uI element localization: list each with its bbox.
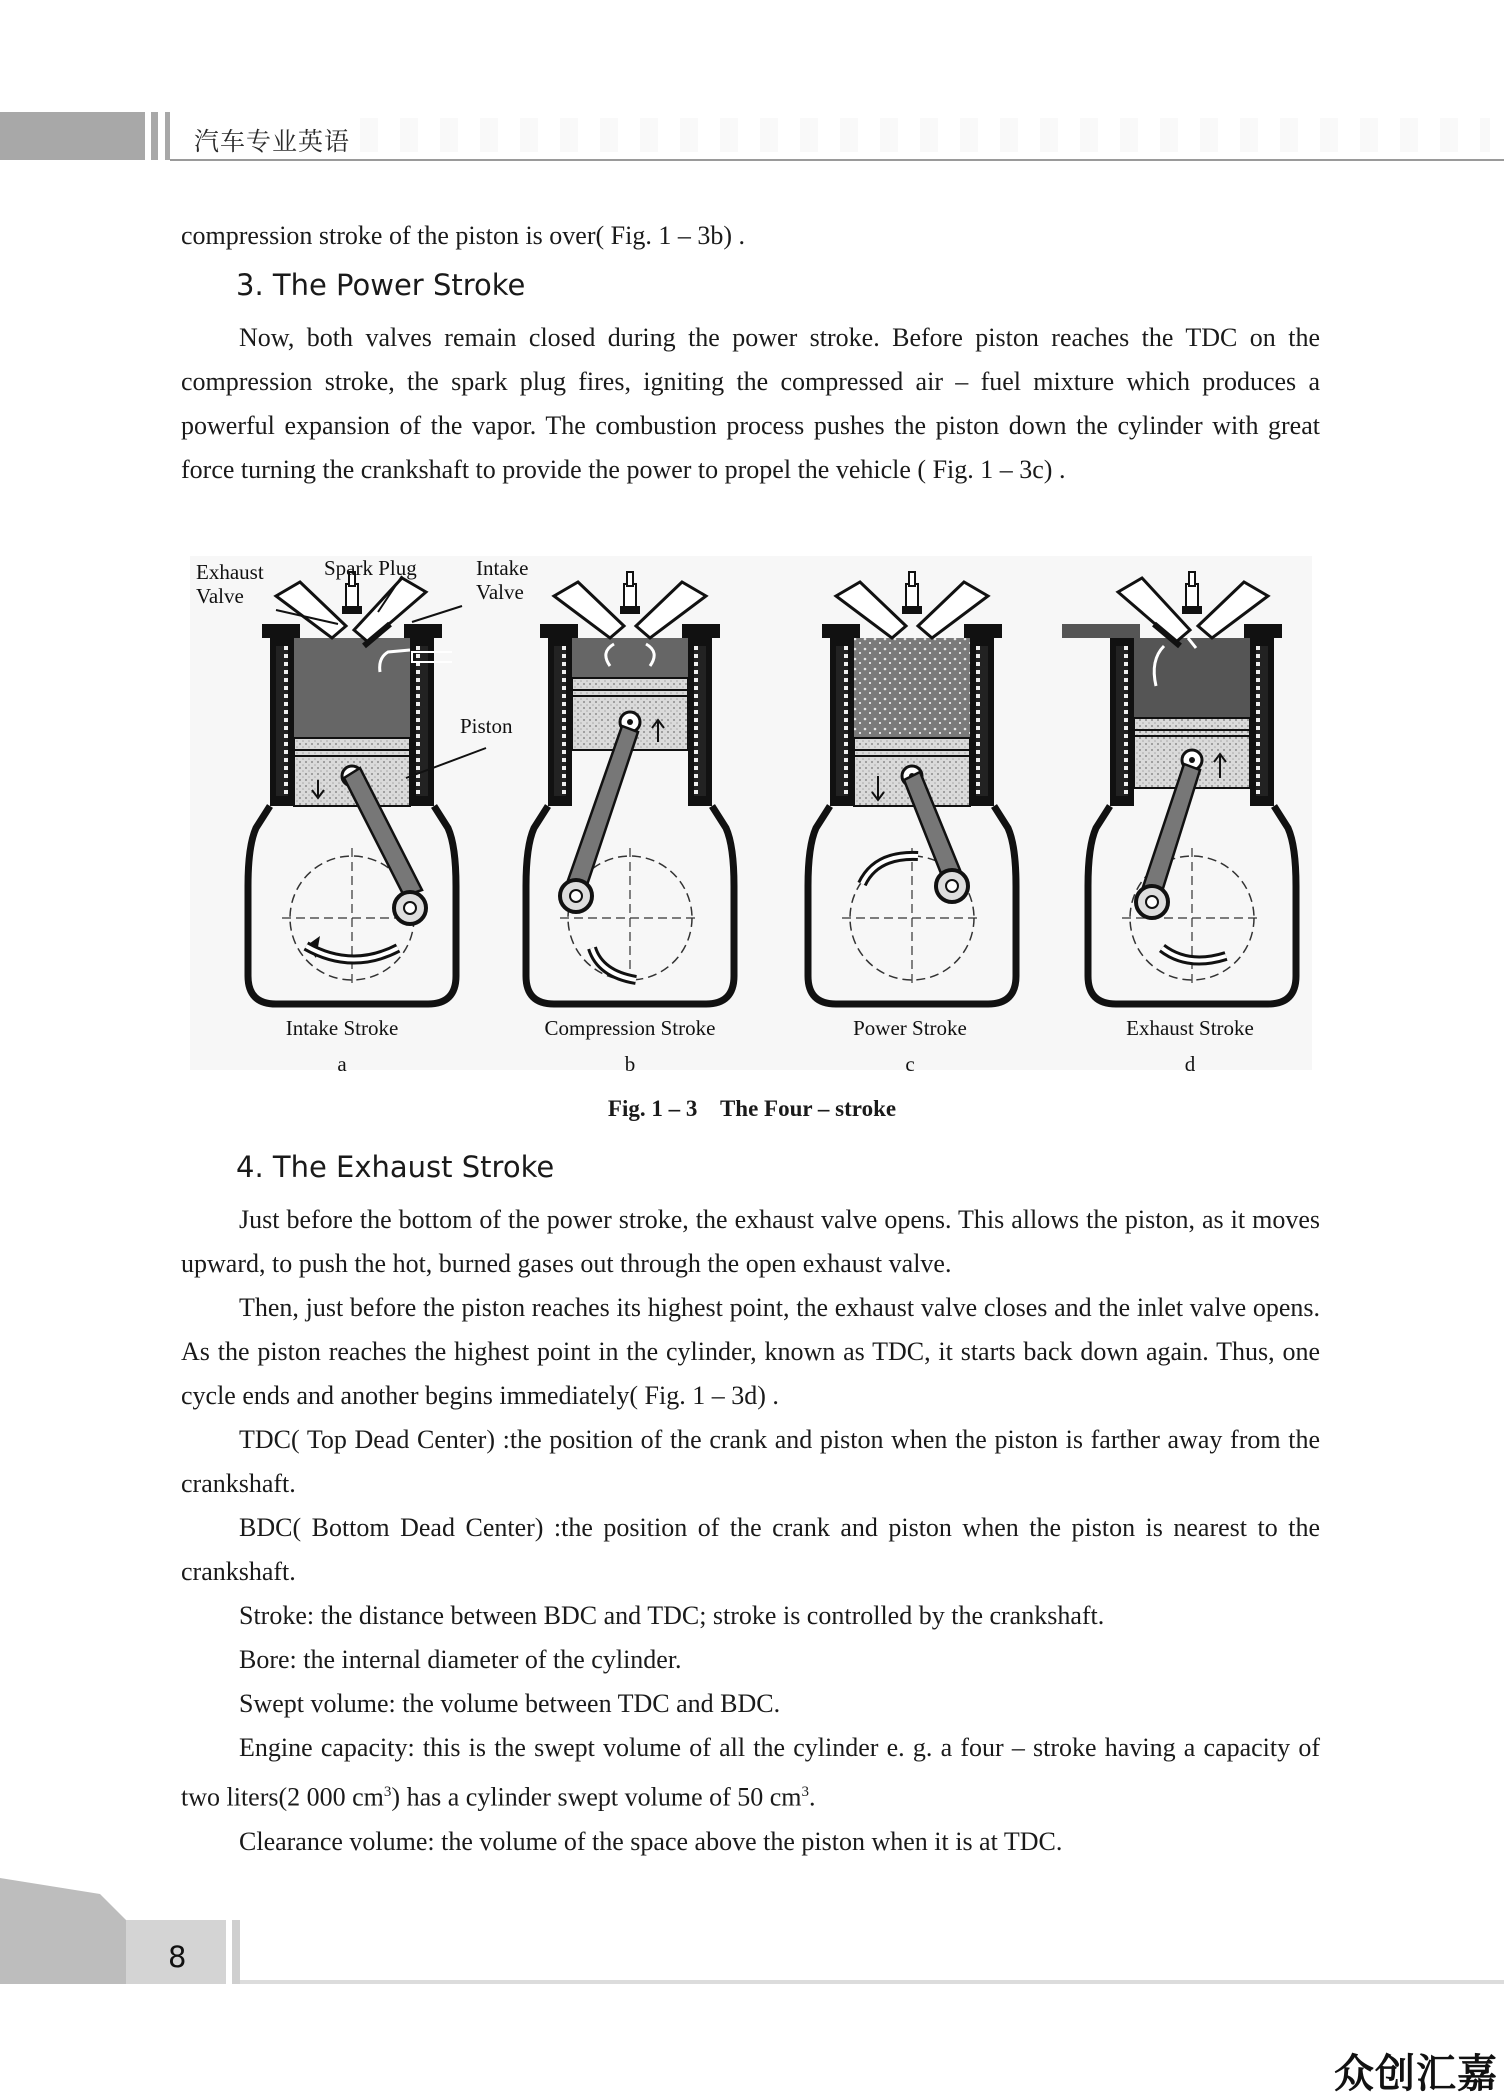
definition-bore: Bore: the internal diameter of the cylinder. — [239, 1645, 682, 1674]
panel-letter: b — [624, 1052, 636, 1076]
continued-line — [181, 214, 1320, 258]
engine-panel-intake — [248, 572, 456, 1004]
exhaust-stroke-text — [181, 1198, 1320, 1864]
paragraph: Just before the bottom of the power stroke, the exhaust valve opens. This allows the piston, as it moves upward, to push the hot, burned gases out through the open exhaust valve. — [181, 1205, 1320, 1278]
capacity-text: ) has a cylinder swept volume of 50 cm — [391, 1782, 802, 1812]
four-stroke-figure — [190, 556, 1312, 1076]
capacity-text: Engine capacity: this is the swept volume of all the cylinder e. g. a four – stroke having a capacity of two liters(2 000 cm — [181, 1733, 1320, 1812]
engine-panel-compression — [526, 572, 734, 1004]
superscript: 3 — [801, 1784, 810, 1800]
definition-stroke: Stroke: the distance between BDC and TDC; stroke is controlled by the crankshaft. — [239, 1601, 1105, 1630]
footer-decoration — [0, 1870, 1504, 2000]
paragraph: Then, just before the piston reaches its highest point, the exhaust valve closes and the inlet valve opens. As the piston reaches the highest point in the cylinder, known as TDC, it starts back down again. Thus, one cycle ends and another begins immediately( Fig. 1 – 3d) . — [181, 1293, 1320, 1410]
book-title: 汽车专业英语 — [194, 127, 351, 156]
definition-clearance-volume: Clearance volume: the volume of the space above the piston when it is at TDC. — [239, 1826, 1063, 1856]
header-grey-block — [0, 112, 145, 160]
panel-name: Power Stroke — [853, 1016, 967, 1040]
header-bleed-through — [360, 118, 1490, 152]
panel-letter: c — [905, 1052, 915, 1076]
panel-name: Intake Stroke — [285, 1016, 399, 1040]
definition-engine-capacity — [181, 1726, 1320, 1820]
panel-name: Exhaust Stroke — [1126, 1016, 1254, 1040]
definition-bdc: BDC( Bottom Dead Center) :the position of the crank and piston when the piston is nearest to the crankshaft. — [181, 1513, 1320, 1586]
paragraph: Now, both valves remain closed during the power stroke. Before piston reaches the TDC on the compression stroke, the spark plug fires, igniting the compressed air – fuel mixture which produces a powerful expansion of the vapor. The combustion process pushes the piston down the cylinder with great force turning the crankshaft to provide the power to propel the vehicle ( Fig. 1 – 3c) . — [181, 323, 1320, 484]
four-stroke-diagram — [190, 556, 1312, 1070]
intake-valve-label: Intake Valve — [476, 556, 529, 604]
section-heading-exhaust-stroke: 4. The Exhaust Stroke — [236, 1150, 555, 1184]
panel-letter: a — [337, 1052, 347, 1076]
definition-tdc: TDC( Top Dead Center) :the position of the crank and piston when the piston is farther away from the crankshaft. — [181, 1425, 1320, 1498]
figure-caption: Fig. 1 – 3 The Four – stroke — [607, 1096, 897, 1121]
page-header — [0, 112, 1504, 162]
header-bar — [165, 112, 170, 160]
exhaust-valve-label: Exhaust Valve — [196, 560, 264, 608]
definition-swept-volume: Swept volume: the volume between TDC and BDC. — [239, 1689, 781, 1718]
panel-name: Compression Stroke — [544, 1016, 716, 1040]
spark-plug-label: Spark Plug — [324, 556, 417, 580]
section-heading-power-stroke: 3. The Power Stroke — [236, 268, 526, 302]
capacity-text: . — [809, 1782, 816, 1812]
engine-panel-power — [808, 572, 1016, 1004]
power-stroke-text — [181, 316, 1320, 492]
panel-letter: d — [1184, 1052, 1196, 1076]
header-rule — [170, 159, 1504, 161]
header-bar — [151, 112, 158, 160]
paragraph: compression stroke of the piston is over( Fig. 1 – 3b) . — [181, 221, 745, 250]
watermark-logo: 众创汇嘉 — [1334, 2051, 1498, 2097]
engine-panel-exhaust — [1062, 572, 1296, 1004]
piston-label: Piston — [460, 714, 513, 738]
superscript: 3 — [383, 1784, 392, 1800]
page-number: 8 — [168, 1940, 187, 1974]
